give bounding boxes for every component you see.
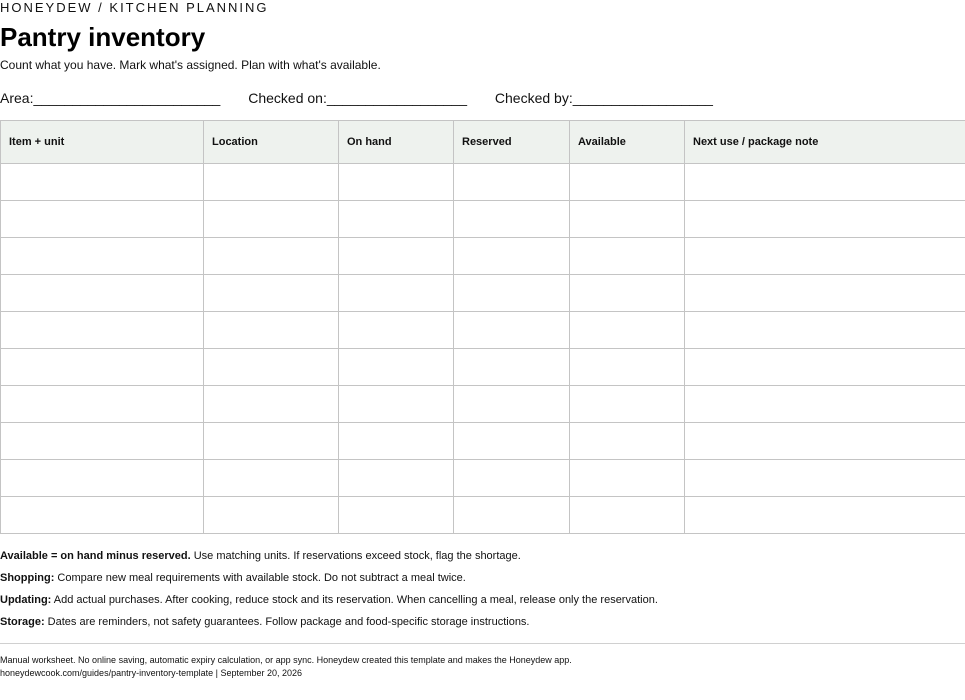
table-cell[interactable]	[1, 238, 204, 275]
note-label: Shopping:	[0, 572, 55, 584]
note-label: Updating:	[0, 594, 52, 606]
table-body	[1, 164, 965, 534]
footer-divider	[0, 643, 965, 644]
table-row	[1, 164, 965, 201]
checked-on-blank: __________________	[326, 90, 467, 106]
table-cell[interactable]	[685, 275, 965, 312]
checked-by-field[interactable]	[495, 89, 713, 107]
note-label: Available = on hand minus reserved.	[0, 550, 191, 562]
notes-section	[0, 549, 658, 637]
table-cell[interactable]	[454, 497, 570, 534]
table-cell[interactable]	[339, 275, 454, 312]
note-text: Compare new meal requirements with available stock. Do not subtract a meal twice.	[54, 572, 466, 584]
table-cell[interactable]	[204, 497, 339, 534]
table-cell[interactable]	[454, 312, 570, 349]
table-cell[interactable]	[204, 349, 339, 386]
table-cell[interactable]	[685, 312, 965, 349]
table-cell[interactable]	[685, 386, 965, 423]
table-cell[interactable]	[454, 201, 570, 238]
table-cell[interactable]	[1, 275, 204, 312]
table-cell[interactable]	[1, 201, 204, 238]
brand-label: HONEYDEW / KITCHEN PLANNING	[0, 0, 269, 15]
table-cell[interactable]	[685, 201, 965, 238]
column-header-next-use: Next use / package note	[685, 121, 965, 164]
table-cell[interactable]	[685, 497, 965, 534]
table-cell[interactable]	[339, 164, 454, 201]
table-cell[interactable]	[339, 312, 454, 349]
note-storage	[0, 615, 658, 629]
table-cell[interactable]	[339, 497, 454, 534]
table-cell[interactable]	[454, 349, 570, 386]
table-cell[interactable]	[204, 238, 339, 275]
header-fields	[0, 89, 737, 107]
table-cell[interactable]	[454, 386, 570, 423]
note-updating	[0, 593, 658, 607]
table-cell[interactable]	[339, 386, 454, 423]
page-title: Pantry inventory	[0, 22, 206, 52]
table-cell[interactable]	[570, 497, 685, 534]
column-header-reserved: Reserved	[454, 121, 570, 164]
page-subtitle: Count what you have. Mark what's assigned. Plan with what's available.	[0, 58, 381, 72]
table-row	[1, 386, 965, 423]
table-cell[interactable]	[204, 423, 339, 460]
table-cell[interactable]	[1, 164, 204, 201]
note-text: Dates are reminders, not safety guarantees. Follow package and food-specific storage instructions.	[44, 616, 530, 628]
inventory-table	[0, 120, 965, 534]
column-header-on-hand: On hand	[339, 121, 454, 164]
table-cell[interactable]	[454, 164, 570, 201]
table-cell[interactable]	[454, 460, 570, 497]
table-row	[1, 460, 965, 497]
table-cell[interactable]	[685, 349, 965, 386]
checked-by-label: Checked by:	[494, 90, 573, 106]
table-cell[interactable]	[685, 164, 965, 201]
checked-on-field[interactable]	[248, 89, 467, 107]
table-cell[interactable]	[685, 238, 965, 275]
table-cell[interactable]	[570, 312, 685, 349]
table-cell[interactable]	[685, 423, 965, 460]
footer	[0, 654, 572, 680]
table-cell[interactable]	[204, 460, 339, 497]
note-text: Use matching units. If reservations exceed stock, flag the shortage.	[190, 550, 521, 562]
table-cell[interactable]	[570, 460, 685, 497]
table-cell[interactable]	[339, 349, 454, 386]
table-row	[1, 275, 965, 312]
checked-on-label: Checked on:	[248, 90, 327, 106]
table-cell[interactable]	[339, 201, 454, 238]
column-header-item-unit: Item + unit	[1, 121, 204, 164]
table-cell[interactable]	[1, 423, 204, 460]
table-cell[interactable]	[1, 497, 204, 534]
table-cell[interactable]	[454, 423, 570, 460]
table-cell[interactable]	[204, 275, 339, 312]
footer-url-date: honeydewcook.com/guides/pantry-inventory-template | September 20, 2026	[0, 668, 303, 678]
note-shopping	[0, 571, 658, 585]
table-cell[interactable]	[1, 349, 204, 386]
checked-by-blank: __________________	[572, 90, 713, 106]
table-row	[1, 349, 965, 386]
table-cell[interactable]	[339, 460, 454, 497]
table-header-row	[1, 121, 965, 164]
table-cell[interactable]	[570, 275, 685, 312]
area-blank: ________________________	[33, 90, 221, 106]
table-cell[interactable]	[570, 164, 685, 201]
table-cell[interactable]	[1, 460, 204, 497]
table-cell[interactable]	[570, 386, 685, 423]
table-cell[interactable]	[685, 460, 965, 497]
table-cell[interactable]	[204, 164, 339, 201]
area-field[interactable]	[0, 89, 220, 107]
table-cell[interactable]	[570, 201, 685, 238]
table-cell[interactable]	[570, 423, 685, 460]
table-cell[interactable]	[204, 386, 339, 423]
table-cell[interactable]	[454, 275, 570, 312]
table-cell[interactable]	[339, 238, 454, 275]
table-cell[interactable]	[1, 386, 204, 423]
column-header-available: Available	[570, 121, 685, 164]
footer-disclaimer: Manual worksheet. No online saving, automatic expiry calculation, or app sync. Honeydew created this template and makes the Honeydew app.	[0, 655, 572, 665]
table-cell[interactable]	[454, 238, 570, 275]
table-row	[1, 201, 965, 238]
note-available	[0, 549, 658, 563]
note-label: Storage:	[0, 616, 45, 628]
table-cell[interactable]	[204, 201, 339, 238]
table-row	[1, 238, 965, 275]
table-row	[1, 312, 965, 349]
table-row	[1, 423, 965, 460]
table-row	[1, 497, 965, 534]
table-cell[interactable]	[204, 312, 339, 349]
note-text: Add actual purchases. After cooking, reduce stock and its reservation. When cancelling a meal, release only the reservation.	[51, 594, 658, 606]
table-cell[interactable]	[1, 312, 204, 349]
column-header-location: Location	[204, 121, 339, 164]
table-cell[interactable]	[570, 349, 685, 386]
area-label: Area:	[0, 90, 34, 106]
table-cell[interactable]	[339, 423, 454, 460]
table-cell[interactable]	[570, 238, 685, 275]
